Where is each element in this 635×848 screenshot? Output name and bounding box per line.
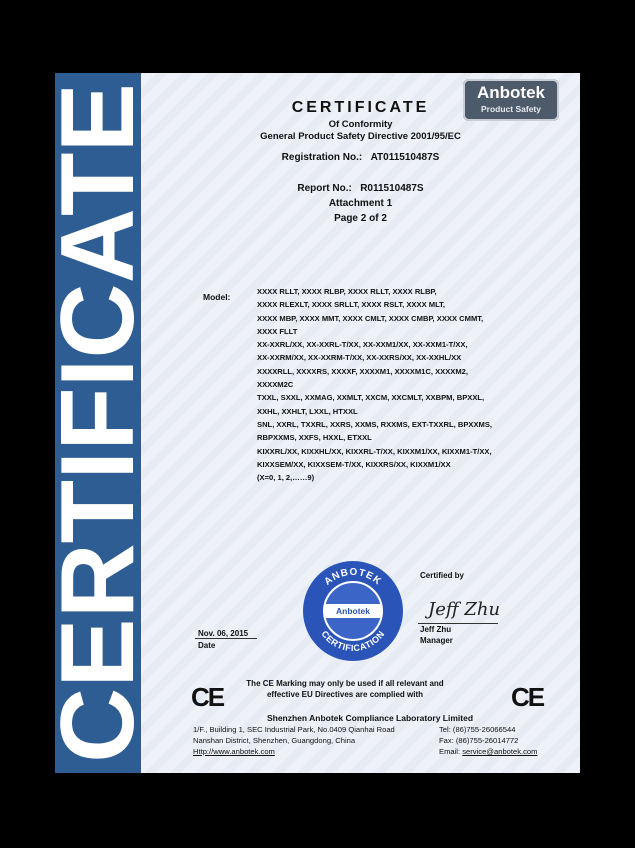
- lab-name: Shenzhen Anbotek Compliance Laboratory Limited: [266, 713, 474, 723]
- model-list: [257, 285, 587, 484]
- model-line: XXXX RLEXLT, XXXX SRLLT, XXXX RSLT, XXXX MLT,: [257, 300, 446, 310]
- model-line: RBPXXMS, XXFS, HXXL, ETXXL: [257, 433, 372, 443]
- lab-fax: Fax: (86)755-26014772: [439, 736, 519, 745]
- lab-address-2: Nanshan District, Shenzhen, Guangdong, China: [193, 736, 356, 745]
- registration-label: Registration No.:: [281, 152, 363, 163]
- model-line: TXXL, SXXL, XXMAG, XXMLT, XXCM, XXCMLT, XXBPM, BPXXL,: [257, 393, 485, 403]
- model-line: XXHL, XXHLT, LXXL, HTXXL: [257, 406, 358, 416]
- model-line: XXXX RLLT, XXXX RLBP, XXXX RLLT, XXXX RLBP,: [257, 287, 437, 296]
- seal-center-text: Anbotek: [325, 604, 381, 618]
- registration-value: AT011510487S: [370, 152, 440, 163]
- ce-notice-line2: effective EU Directives are complied with: [266, 690, 424, 699]
- report-value: R011510487S: [360, 183, 424, 194]
- lab-website-link[interactable]: Http://www.anbotek.com: [193, 747, 275, 756]
- model-line: KIXXSEM/XX, KIXXSEM-T/XX, KIXXRS/XX, KIXXM1/XX: [257, 459, 451, 469]
- signature: Jeff Zhu: [428, 599, 501, 620]
- certification-seal: [303, 561, 403, 661]
- logo-name: Anbotek: [477, 83, 545, 102]
- ce-notice-line1: The CE Marking may only be used if all relevant and: [246, 679, 444, 688]
- lab-tel: Tel: (86)755-26066544: [439, 725, 516, 734]
- registration-line: [141, 152, 580, 163]
- lab-email-line: [439, 747, 537, 756]
- subtitle-directive: General Product Safety Directive 2001/95/EC: [260, 131, 461, 142]
- signer-name: Jeff Zhu: [420, 625, 452, 634]
- model-line: XX-XXRL/XX, XX-XXRL-T/XX, XX-XXM1/XX, XX-XXM1-T/XX,: [257, 340, 468, 350]
- date-line: [195, 638, 257, 639]
- ce-mark-right: CE: [511, 682, 544, 712]
- model-line: XXXXRLL, XXXXRS, XXXXF, XXXXM1, XXXXM1C, XXXXM2,: [257, 366, 469, 376]
- ce-mark-left: CE: [191, 682, 224, 712]
- page-number: Page 2 of 2: [334, 213, 387, 224]
- issue-date: Nov. 06, 2015: [198, 629, 249, 638]
- model-line: XXXX MBP, XXXX MMT, XXXX CMLT, XXXX CMBP, XXXX CMMT,: [257, 313, 484, 323]
- seal-top-text: ANBOTEK: [322, 566, 384, 588]
- date-label: Date: [198, 641, 216, 650]
- certificate-sheet: [40, 73, 580, 773]
- vertical-certificate-text: CERTIFICATE: [40, 83, 156, 763]
- model-line: XX-XXRM/XX, XX-XXRM-T/XX, XX-XXRS/XX, XX-XXHL/XX: [257, 353, 462, 363]
- logo-tagline: Product Safety: [481, 104, 541, 114]
- seal-bottom-text: CERTIFICATION: [319, 628, 387, 654]
- signature-line: [418, 623, 498, 624]
- model-line: SNL, XXRL, TXXRL, XXRS, XXMS, RXXMS, EXT-TXXRL, BPXXMS,: [257, 419, 493, 429]
- report-line: [141, 183, 580, 194]
- lab-email-link[interactable]: service@anbotek.com: [462, 747, 538, 756]
- lab-email-label: Email:: [439, 747, 461, 756]
- model-line: XXXXM2C: [257, 380, 294, 390]
- side-band: [40, 73, 156, 773]
- lab-address-1: 1/F., Building 1, SEC Industrial Park, No.0409 Qianhai Road: [193, 725, 395, 734]
- certified-by-label: Certified by: [420, 571, 465, 580]
- attachment-line: Attachment 1: [328, 198, 393, 209]
- model-label: Model:: [203, 292, 231, 302]
- signer-title: Manager: [420, 636, 453, 645]
- subtitle-conformity: Of Conformity: [328, 119, 393, 130]
- certificate-title: CERTIFICATE: [291, 99, 430, 116]
- model-line: (X=0, 1, 2,……9): [257, 473, 315, 483]
- model-line: KIXXRL/XX, KIXXHL/XX, KIXXRL-T/XX, KIXXM1/XX, KIXXM1-T/XX,: [257, 446, 492, 456]
- model-line: XXXX FLLT: [257, 326, 298, 336]
- report-label: Report No.:: [297, 183, 352, 194]
